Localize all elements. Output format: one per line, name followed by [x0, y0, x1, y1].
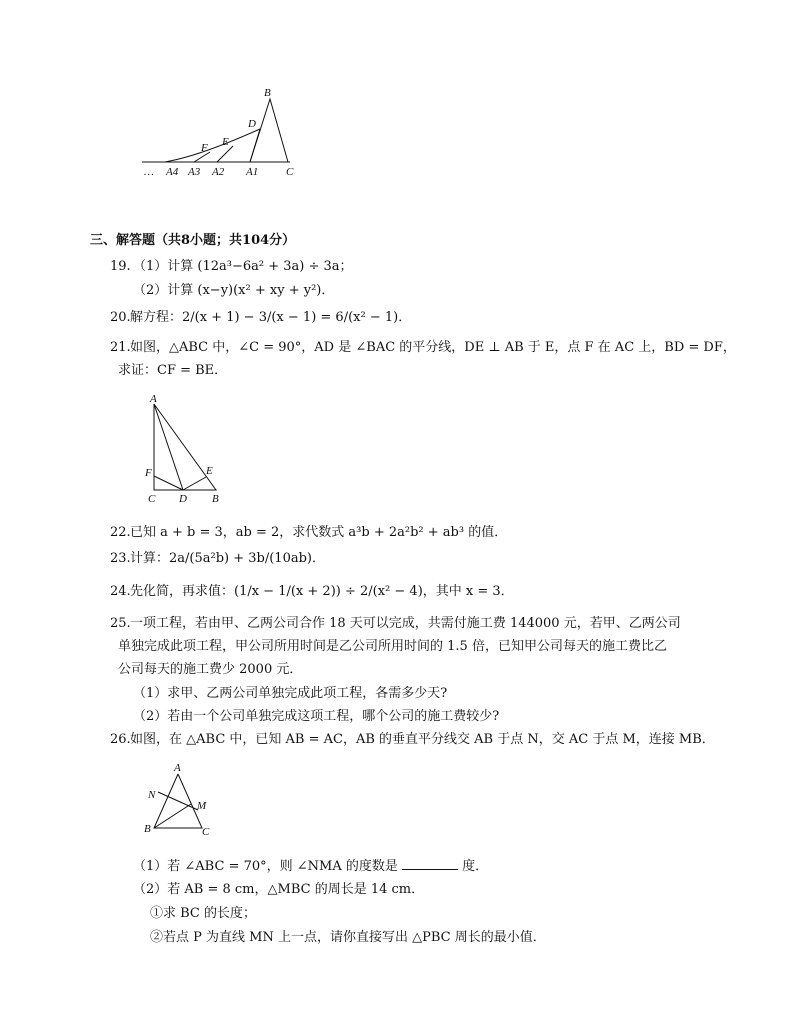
- q20-text: 解方程：2/(x + 1) − 3/(x − 1) = 6/(x² − 1)．: [130, 310, 412, 325]
- q20-number: 20.: [110, 310, 131, 325]
- q25-line2: 单独完成此项工程，甲公司所用时间是乙公司所用时间的 1.5 倍，已知甲公司每天的施工费比乙: [118, 639, 667, 654]
- label-B: B: [264, 87, 271, 99]
- q21-label-D: D: [179, 493, 187, 504]
- label-D: D: [248, 118, 256, 130]
- q26-label-A: A: [174, 762, 181, 774]
- label-ellipsis: …: [144, 166, 154, 178]
- q22-number: 22.: [110, 525, 131, 540]
- label-A3: A3: [188, 166, 201, 178]
- q26-sub2: （2）若 AB = 8 cm，△MBC 的周长是 14 cm．: [133, 882, 425, 897]
- q21-label-A: A: [150, 393, 157, 405]
- q23-number: 23.: [110, 551, 131, 566]
- q21-label-E: E: [206, 465, 213, 477]
- q26-label-M: M: [197, 800, 207, 812]
- q26-number: 26.: [110, 732, 131, 747]
- label-E: E: [222, 136, 229, 148]
- q26-label-C: C: [202, 826, 210, 838]
- label-A1: A1: [246, 166, 259, 178]
- q25-number: 25.: [110, 616, 131, 631]
- section-title: 三、解答题（共8小题；共104分）: [90, 233, 296, 248]
- q26-sub1-prompt: （1）若 ∠ABC = 70°，则 ∠NMA 的度数是: [133, 859, 398, 874]
- label-A2: A2: [212, 166, 225, 178]
- q25-sub1: （1）求甲、乙两公司单独完成此项工程，各需多少天?: [133, 686, 448, 701]
- q19-part2: （2）计算 (x−y)(x² + xy + y²)．: [133, 283, 335, 298]
- q26-sub1: [133, 857, 488, 876]
- q22-text: 已知 a + b = 3，ab = 2，求代数式 a³b + 2a²b² + ab³ 的值．: [130, 525, 508, 540]
- q26-sub1-unit: 度．: [462, 859, 489, 874]
- q25-line1: 一项工程，若由甲、乙两公司合作 18 天可以完成，共需付施工费 144000 元，若甲、乙两公司: [130, 616, 681, 631]
- q21-label-F: F: [145, 467, 152, 479]
- label-C: C: [286, 166, 294, 178]
- q23-text: 计算：2a/(5a²b) + 3b/(10ab)．: [130, 551, 325, 566]
- q21-label-B: B: [212, 493, 219, 504]
- q21-label-C: C: [148, 493, 156, 504]
- q26-sub2-i: ①求 BC 的长度；: [150, 906, 257, 921]
- q21-text1: 如图，△ABC 中，∠C = 90°，AD 是 ∠BAC 的平分线，DE ⊥ AB 于 E，点 F 在 AC 上，BD = DF，: [130, 340, 736, 355]
- q21-text2: 求证：CF = BE．: [118, 363, 228, 378]
- q26-label-N: N: [148, 789, 156, 801]
- figure-q21: [142, 392, 232, 504]
- q21-number: 21.: [110, 340, 131, 355]
- q26-label-B: B: [144, 823, 151, 835]
- q26-sub2-ii: ②若点 P 为直线 MN 上一点，请你直接写出 △PBC 周长的最小值．: [150, 930, 546, 945]
- figure-triangle-sequence: [140, 84, 310, 184]
- label-F: F: [201, 142, 208, 154]
- q19-number: 19.: [110, 259, 131, 274]
- q19-part1: （1）计算 (12a³−6a² + 3a) ÷ 3a；: [133, 259, 353, 274]
- q26-answer-blank[interactable]: [402, 857, 458, 870]
- label-A4: A4: [166, 166, 179, 178]
- q25-sub2: （2）若由一个公司单独完成这项工程，哪个公司的施工费较少?: [133, 709, 500, 724]
- q24-text: 先化简，再求值：(1/x − 1/(x + 2)) ÷ 2/(x² − 4)，其中 x = 3．: [130, 584, 514, 599]
- q25-line3: 公司每天的施工费少 2000 元．: [118, 662, 303, 677]
- q26-text: 如图，在 △ABC 中，已知 AB = AC，AB 的垂直平分线交 AB 于点 N，交 AC 于点 M，连接 MB．: [130, 732, 715, 747]
- q24-number: 24.: [110, 584, 131, 599]
- figure-q26: [140, 760, 220, 840]
